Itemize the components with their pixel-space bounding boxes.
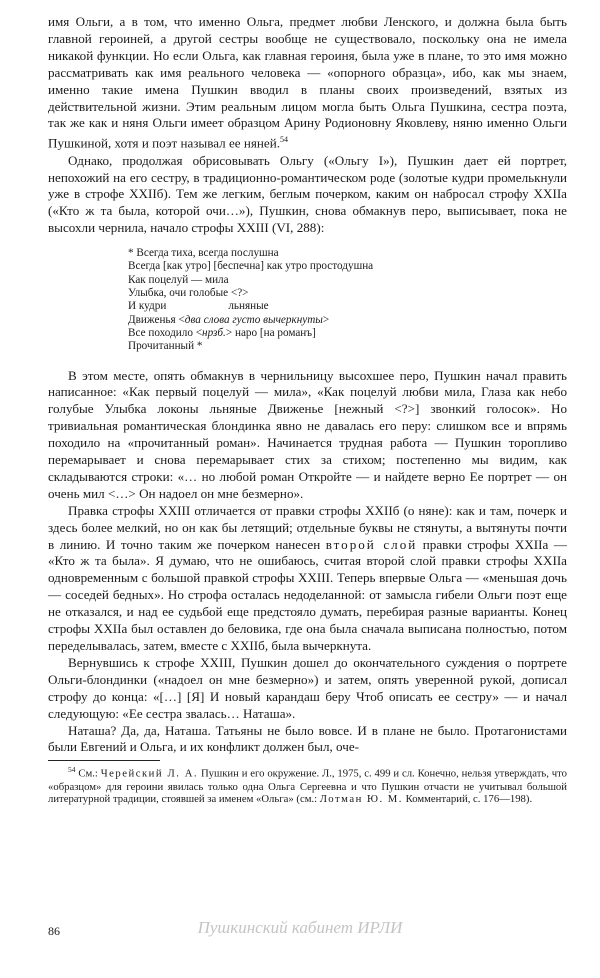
verse-line: Все походило <нрзб.> наро [на романъ] [128, 326, 316, 339]
page-body [48, 14, 567, 806]
page-number: 86 [48, 924, 60, 938]
paragraph: Однако, продолжая обрисовывать Ольгу («Ольгу I»), Пушкин дает ей портрет, непохожий на его сестру, в традиционно-романтическом роде (золотые кудри промелькнули уже в строфе XXIIб). Тем же легким, беглым почерком, каким он набросал строфу XXIIa («Кто ж та была, которой очи…»), Пушкин, снова обмакнув перо, выписывает, пока не высохли чернила, начало строфы XXIII (VI, 288): [48, 152, 567, 236]
verse-line: Как поцелуй — мила [128, 273, 229, 286]
paragraph: В этом месте, опять обмакнув в чернильницу высохшее перо, Пушкин начал править написанное: «Как первый поцелуй — мила», «Как поцелуй любви мила, Глаза как небо голубые Улыбка локоны льняные Движенье [нежный <?>] звонкий голосок». Но тривиальная романтическая блондинка явно не давалась его перу: слишком все и впрямь походило на «прочитанный роман». Начинается трудная работа — Пушкин торопливо перемарывает и снова перемарывает стих за стихом; постепенно мы видим, как складываются строки: «… но любой роман Откройте — и найдете верно Ее портрет — он очень мил <…> Он надоел он мне безмерно». [48, 367, 567, 501]
footnote: $^{54}$ См.: Черейский Л. А. Пушкин и его окружение. Л., 1975, с. 499 и сл. Конечно, нельзя утверждать, что «образцом» для героини явилась только одна Ольга Сергеевна и что Пушкин отчасти не учитывал большой литературной традиции, стоявшей за именем «Ольга» (см.: Лотман Ю. М. Комментарий, с. 176—198). [48, 765, 567, 806]
verse-line: И кудри льняные [128, 300, 269, 313]
verse-line: Движенья <два слова густо вычеркнуты> [128, 313, 330, 326]
verse-quote [128, 247, 567, 353]
paragraph: Вернувшись к строфе XXIII, Пушкин дошел до окончательного суждения о портрете Ольги-блондинки («надоел он мне безмерно») и затем, опять уверенной рукой, дописал строфу до конца: «[…] [Я] И новый карандаш беру Чтоб описать ее сестру» — и начал следующую: «Ее сестра звалась… Наташа». [48, 654, 567, 721]
editorial-note: два слова густо вычеркнуты [184, 313, 323, 326]
footnote-ref[interactable]: 54 [280, 135, 288, 145]
spaced-emphasis: второй слой [325, 536, 418, 552]
paragraph: Наташа? Да, да, Наташа. Татьяны не было вовсе. И в плане не было. Протагонистами были Евгений и Ольга, и их конфликт должен был, оче- [48, 722, 567, 755]
paragraph: Правка строфы XXIII отличается от правки строфы XXIIб (о няне): как и там, почерк и здесь более мелкий, но он как бы летящий; отдельные буквы не стянуты, а вытянуты почти в линию. И точно таким же почерком нанесен второй слой правки строфы XXIIa — «Кто ж та была». Я думаю, что не ошибаюсь, считая второй слой правки строфы XXIIa одновременным с большой правкой строфы XXIII. Теперь впервые Ольга — «меньшая дочь — соседей бедных». Но строфа осталась недоделанной: от замысла гибели Ольги поэт еще не отказался, и над ее судьбой еще предстояло думать, перебирая разные варианты. Конец строфы XXIIa был оставлен до беловика, где она была сначала выписана полностью, потом переделывалась, затем, вместе с XXIIб, была вычеркнута. [48, 502, 567, 654]
verse-line: Прочитанный * [128, 340, 203, 353]
verse-line: Улыбка, очи голобые <?> [128, 287, 249, 300]
footnote-divider [48, 760, 160, 761]
verse-line: Всегда [как утро] [беспечна] как утро простодушна [128, 260, 374, 273]
watermark: Пушкинский кабинет ИРЛИ [197, 918, 403, 937]
verse-line: * Всегда тиха, всегда послушна [128, 247, 279, 260]
editorial-note: нрзб. [202, 326, 226, 339]
paragraph: имя Ольги, а в том, что именно Ольга, предмет любви Ленского, и должна была быть главной героиней, а другой сестры вообще не существовало, поскольку она не имела никакой функции. Но если Ольга, как главная героиня, была уже в плане, то это имя можно рассматривать как имя реального человека — «опорного образца», ибо, как мы знаем, именно такие имена Пушкин вводил в планы своих произведений, взятых из действительной жизни. Этим реальным лицом могла быть Ольга Пушкина, сестра поэта, так же как и няня Ольги имеет образцом Арину Родионовну Яковлеву, няню именно Ольги Пушкиной, хотя и поэт называл ее няней.$^{54}$ [48, 14, 567, 151]
